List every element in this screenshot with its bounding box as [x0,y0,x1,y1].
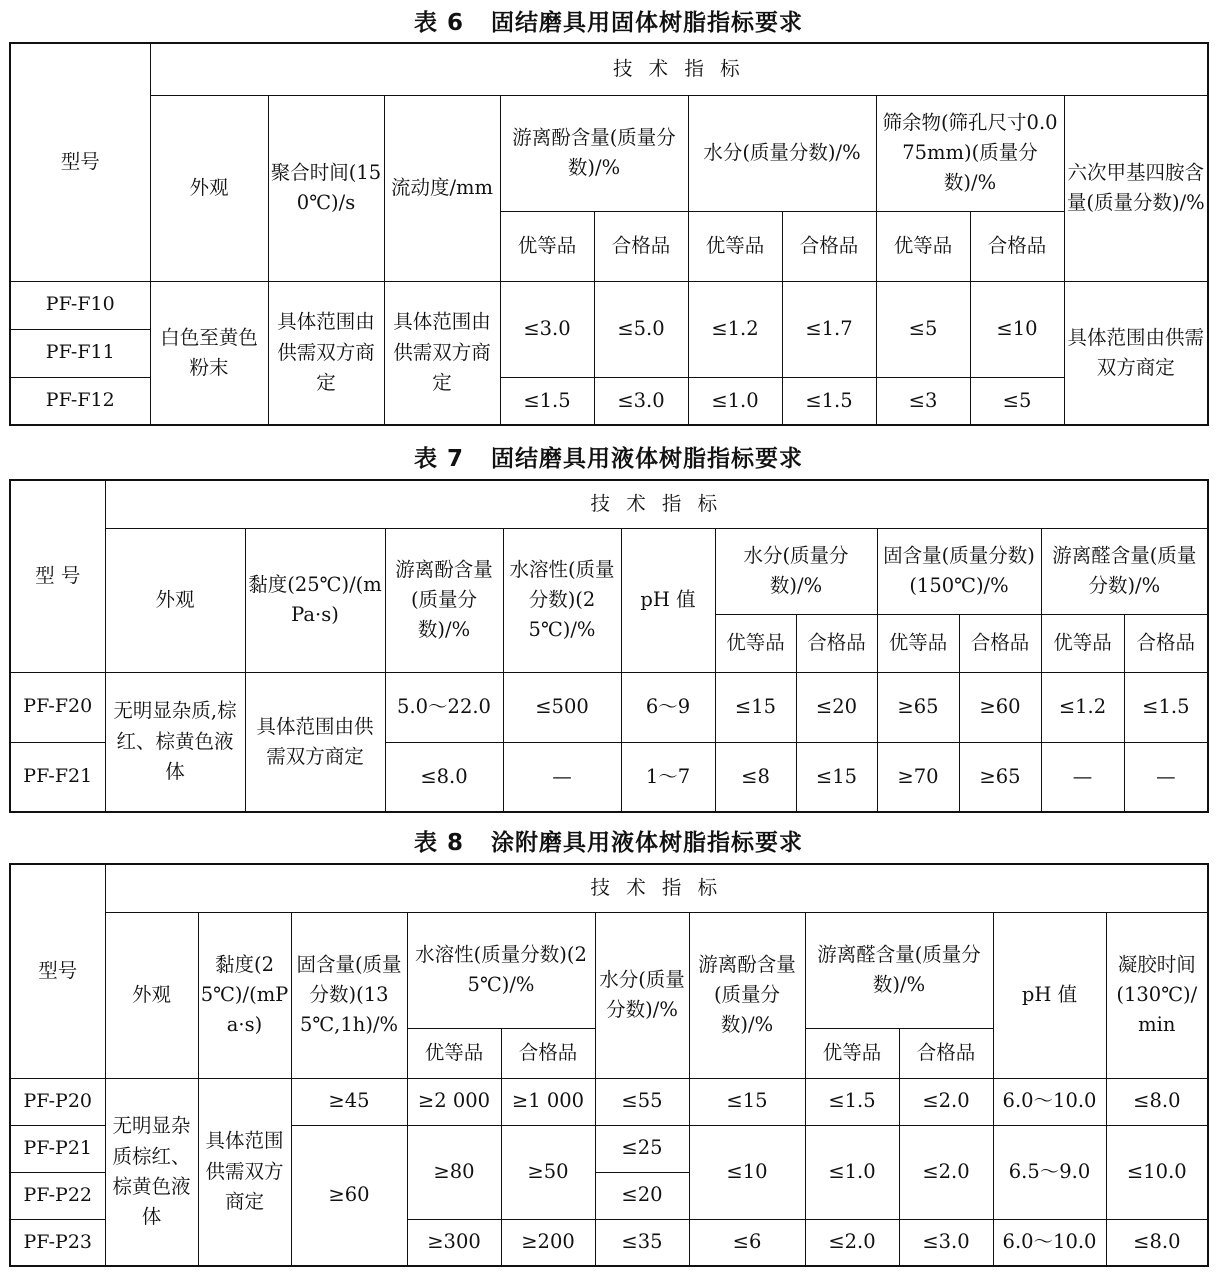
t8-value-cell: ≤2.0 [899,1078,993,1125]
t6-phenol-superior: 优等品 [500,211,594,281]
t6-model-cell: PF-F11 [10,329,150,377]
t7-appearance-header: 外观 [105,528,245,672]
t6-value-cell: ≤3.0 [594,377,688,425]
t8-value-cell: ≥300 [407,1219,501,1266]
t8-value-cell: ≤25 [595,1125,689,1172]
t7-solubility-cell: — [503,742,621,812]
t8-value-cell: ≤20 [595,1172,689,1219]
t8-model-cell: PF-P22 [10,1172,105,1219]
t8-model-cell: PF-P21 [10,1125,105,1172]
t7-model-cell: PF-F21 [10,742,105,812]
t8-viscosity-header: 黏度(25℃)/(mPa·s) [198,912,291,1078]
t8-appearance-cell: 无明显杂质棕红、棕黄色液体 [105,1078,198,1266]
t8-value-cell: ≤10 [689,1125,805,1219]
t8-solids-cell: ≥60 [291,1125,407,1266]
t6-value-cell: ≤1.2 [688,281,782,377]
t6-value-cell: ≤1.0 [688,377,782,425]
t7-appearance-cell: 无明显杂质,棕红、棕黄色液体 [105,672,245,812]
t7-free-phenol-header: 游离酚含量(质量分数)/% [385,528,503,672]
t8-appearance-header: 外观 [105,912,198,1078]
t8-model-header: 型号 [10,864,105,1078]
t8-value-cell: ≥80 [407,1125,501,1219]
t6-appearance-header: 外观 [150,95,268,281]
t8-ph-cell: 6.5～9.0 [993,1125,1106,1219]
t7-value-cell: ≤15 [796,742,877,812]
t8-solubility-header: 水溶性(质量分数)(25℃)/% [407,912,595,1028]
t8-value-cell: ≥1 000 [501,1078,595,1125]
t8-solubility-superior: 优等品 [407,1028,501,1078]
t6-gel-time-header: 聚合时间(150℃)/s [268,95,384,281]
t6-value-cell: ≤1.5 [782,377,876,425]
t7-free-phenol-cell: 5.0～22.0 [385,672,503,742]
t7-value-cell: ≤1.2 [1041,672,1124,742]
t7-value-cell: ≤15 [715,672,796,742]
t7-ph-cell: 6～9 [621,672,715,742]
t8-gel-cell: ≤10.0 [1106,1125,1208,1219]
t8-aldehyde-superior: 优等品 [805,1028,899,1078]
t7-value-cell: ≤8 [715,742,796,812]
t7-solubility-header: 水溶性(质量分数)(25℃)/% [503,528,621,672]
t8-model-cell: PF-P20 [10,1078,105,1125]
t7-viscosity-cell: 具体范围由供需双方商定 [245,672,385,812]
t6-water-header: 水分(质量分数)/% [688,95,876,211]
t7-value-cell: ≥60 [959,672,1041,742]
t6-phenol-qualified: 合格品 [594,211,688,281]
t6-value-cell: ≤1.5 [500,377,594,425]
t8-value-cell: ≤3.0 [899,1219,993,1266]
t6-value-cell: ≤3 [876,377,970,425]
t8-model-cell: PF-P23 [10,1219,105,1266]
t7-water-header: 水分(质量分数)/% [715,528,877,614]
t6-gel-time-cell: 具体范围由供需双方商定 [268,281,384,425]
t8-solids-cell: ≥45 [291,1078,407,1125]
t8-gel-cell: ≤8.0 [1106,1078,1208,1125]
t7-value-cell: ≥65 [959,742,1041,812]
table7 [9,479,1209,813]
t7-value-cell: ≤20 [796,672,877,742]
t7-aldehyde-qualified: 合格品 [1124,614,1208,672]
t8-aldehyde-qualified: 合格品 [899,1028,993,1078]
t8-value-cell: ≤1.0 [805,1125,899,1219]
t7-aldehyde-superior: 优等品 [1041,614,1124,672]
table8-caption: 表 8 涂附磨具用液体树脂指标要求 [413,830,804,856]
t7-viscosity-header: 黏度(25℃)/(mPa·s) [245,528,385,672]
t7-solubility-cell: ≤500 [503,672,621,742]
t7-model-cell: PF-F20 [10,672,105,742]
t7-water-superior: 优等品 [715,614,796,672]
t6-water-superior: 优等品 [688,211,782,281]
t8-tech-header: 技 术 指 标 [105,864,1208,912]
t6-sieve-qualified: 合格品 [970,211,1064,281]
t7-ph-cell: 1～7 [621,742,715,812]
t7-value-cell: ≤1.5 [1124,672,1208,742]
t6-water-qualified: 合格品 [782,211,876,281]
t6-sieve-superior: 优等品 [876,211,970,281]
t7-solids-header: 固含量(质量分数)(150℃)/% [877,528,1041,614]
t8-free-phenol-header: 游离酚含量(质量分数)/% [689,912,805,1078]
t8-value-cell: ≤55 [595,1078,689,1125]
t6-value-cell: ≤10 [970,281,1064,377]
t6-flow-header: 流动度/mm [384,95,500,281]
t8-water-header: 水分(质量分数)/% [595,912,689,1078]
t6-sieve-header: 筛余物(筛孔尺寸0.075mm)(质量分数)/% [876,95,1064,211]
table6-caption: 表 6 固结磨具用固体树脂指标要求 [413,10,804,36]
t6-hexa-cell: 具体范围由供需双方商定 [1064,281,1208,425]
table6 [9,42,1209,426]
t6-value-cell: ≤5 [876,281,970,377]
t8-free-aldehyde-header: 游离醛含量(质量分数)/% [805,912,993,1028]
t8-solubility-qualified: 合格品 [501,1028,595,1078]
t8-gel-cell: ≤8.0 [1106,1219,1208,1266]
t7-free-aldehyde-header: 游离醛含量(质量分数)/% [1041,528,1208,614]
t7-value-cell: — [1041,742,1124,812]
t8-value-cell: ≤1.5 [805,1078,899,1125]
t8-value-cell: ≥2 000 [407,1078,501,1125]
t7-model-header: 型 号 [10,480,105,672]
t8-value-cell: ≤35 [595,1219,689,1266]
t8-solids-header: 固含量(质量分数)(135℃,1h)/% [291,912,407,1078]
t8-value-cell: ≥200 [501,1219,595,1266]
table7-caption: 表 7 固结磨具用液体树脂指标要求 [413,446,804,472]
t6-value-cell: ≤3.0 [500,281,594,377]
t7-value-cell: ≥65 [877,672,959,742]
t7-water-qualified: 合格品 [796,614,877,672]
t8-value-cell: ≥50 [501,1125,595,1219]
t6-model-cell: PF-F12 [10,377,150,425]
t6-model-cell: PF-F10 [10,281,150,329]
t6-model-header: 型号 [10,43,150,281]
t6-appearance-cell: 白色至黄色粉末 [150,281,268,425]
t7-free-phenol-cell: ≤8.0 [385,742,503,812]
t7-ph-header: pH 值 [621,528,715,672]
t6-flow-cell: 具体范围由供需双方商定 [384,281,500,425]
t8-viscosity-cell: 具体范围供需双方商定 [198,1078,291,1266]
t8-ph-cell: 6.0～10.0 [993,1219,1106,1266]
t6-hexa-header: 六次甲基四胺含量(质量分数)/% [1064,95,1208,281]
t7-value-cell: — [1124,742,1208,812]
t7-solids-qualified: 合格品 [959,614,1041,672]
t7-value-cell: ≥70 [877,742,959,812]
t6-tech-header: 技 术 指 标 [150,43,1208,95]
t6-free-phenol-header: 游离酚含量(质量分数)/% [500,95,688,211]
t8-value-cell: ≤2.0 [899,1125,993,1219]
t8-value-cell: ≤6 [689,1219,805,1266]
t8-value-cell: ≤15 [689,1078,805,1125]
t8-gel-header: 凝胶时间(130℃)/min [1106,912,1208,1078]
t8-ph-cell: 6.0～10.0 [993,1078,1106,1125]
t7-tech-header: 技 术 指 标 [105,480,1208,528]
t6-value-cell: ≤1.7 [782,281,876,377]
t6-value-cell: ≤5.0 [594,281,688,377]
t8-value-cell: ≤2.0 [805,1219,899,1266]
t8-ph-header: pH 值 [993,912,1106,1078]
t7-solids-superior: 优等品 [877,614,959,672]
t6-value-cell: ≤5 [970,377,1064,425]
table8 [9,863,1209,1267]
